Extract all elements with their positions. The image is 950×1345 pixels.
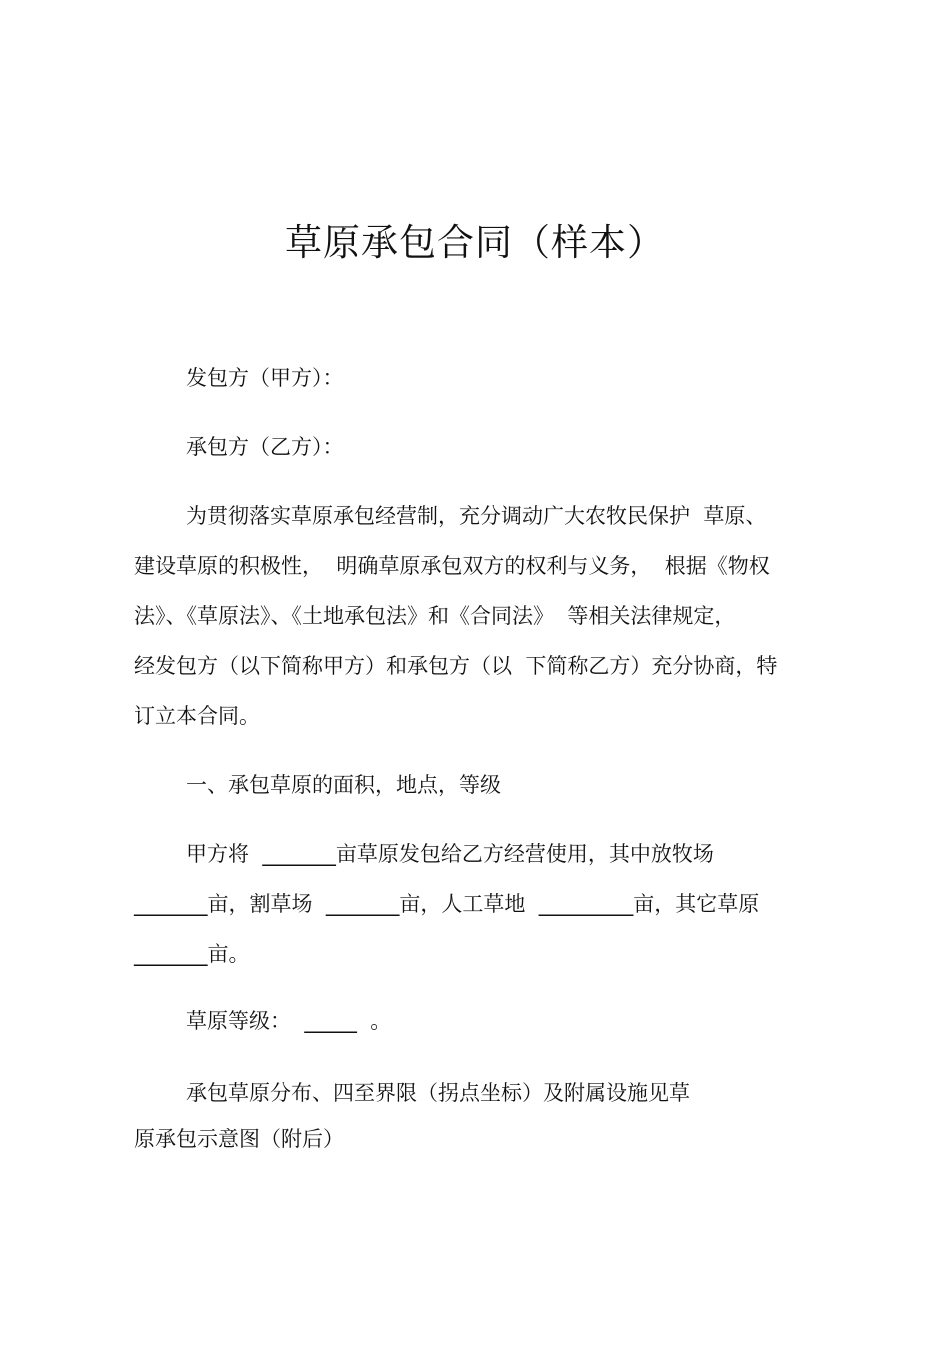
- party-b-line: 承包方（乙方）：: [186, 435, 344, 459]
- distribution-line: 承包草原分布、四至界限（拐点坐标）及附属设施见草: [186, 1081, 690, 1105]
- preamble-line: 建设草原的积极性， 明确草原承包双方的权利与义务， 根据《物权: [134, 554, 770, 578]
- area-line: 甲方将 _______亩草原发包给乙方经营使用，其中放牧场: [186, 842, 714, 866]
- grade-line: 草原等级： _____ 。: [186, 1009, 392, 1033]
- party-a-line: 发包方（甲方）：: [186, 366, 344, 390]
- preamble-line: 法》、《草原法》、《土地承包法》和《合同法》 等相关法律规定，: [134, 604, 736, 628]
- section-1-heading: 一、承包草原的面积，地点，等级: [186, 773, 501, 797]
- document-title: 草原承包合同（样本）: [285, 221, 665, 264]
- distribution-line: 原承包示意图（附后）: [134, 1127, 344, 1151]
- preamble-line: 订立本合同。: [134, 704, 260, 728]
- area-line: _______亩，割草场 _______亩，人工草地 _________亩，其它草原: [134, 892, 760, 916]
- area-line: _______亩。: [134, 942, 250, 966]
- preamble-line: 为贯彻落实草原承包经营制，充分调动广大农牧民保护 草原、: [186, 504, 767, 528]
- preamble-line: 经发包方（以下简称甲方）和承包方（以 下简称乙方）充分协商，特: [134, 654, 778, 678]
